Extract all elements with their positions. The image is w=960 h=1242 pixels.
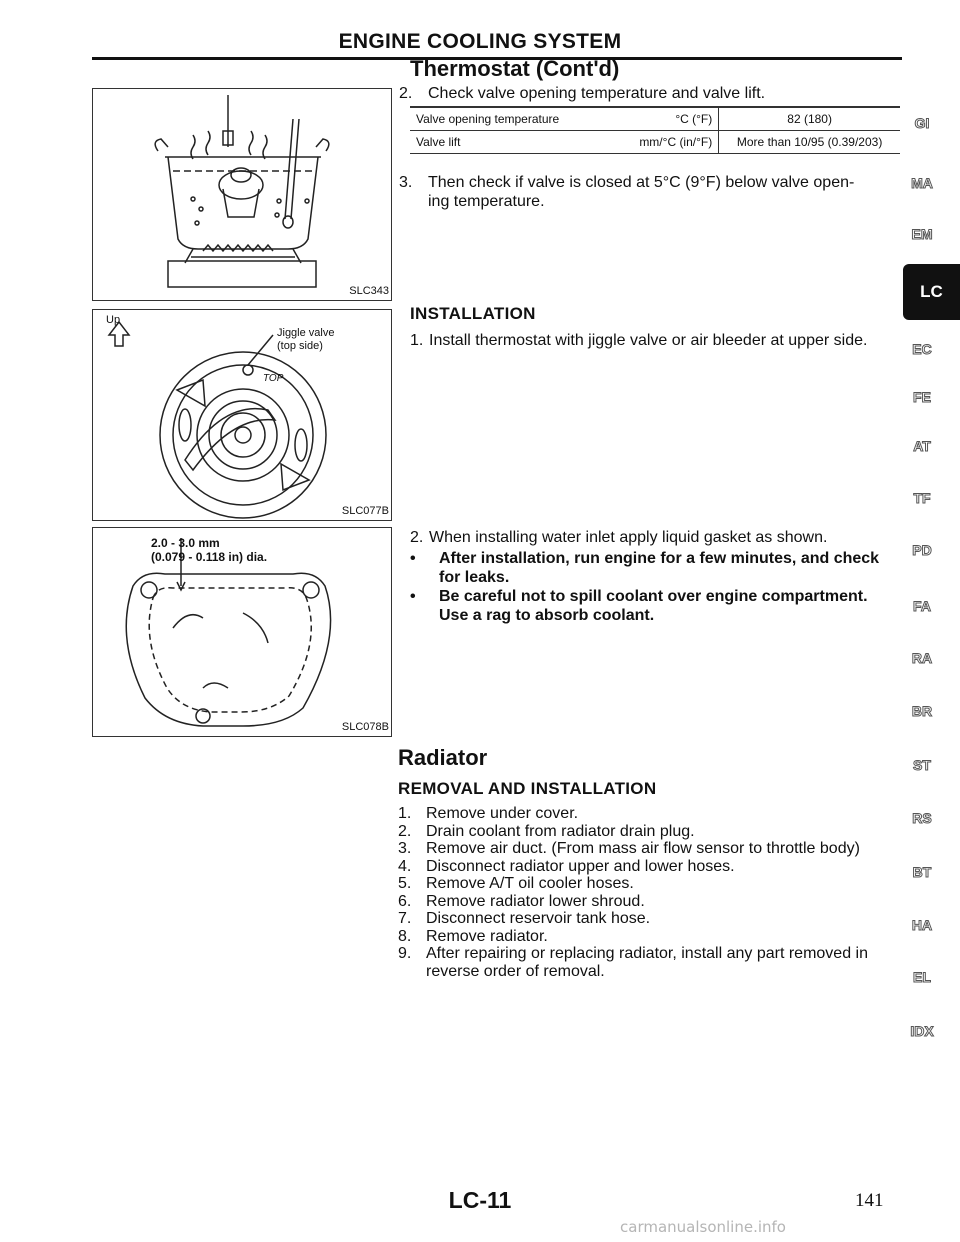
list-item	[398, 857, 903, 875]
side-tab-gi[interactable]: GI	[914, 115, 930, 131]
page-title: ENGINE COOLING SYSTEM	[338, 30, 622, 53]
step-text: Check valve opening temperature and valve lift.	[428, 85, 766, 102]
side-tab-ha[interactable]: HA	[911, 917, 933, 933]
up-label: Up	[106, 314, 121, 326]
spec-value: 82 (180)	[719, 108, 900, 131]
list-item	[398, 962, 903, 980]
figure-thermostat-water-test	[92, 88, 392, 301]
step-number: 2.	[410, 529, 424, 546]
table-row	[410, 131, 900, 154]
side-tab-tf[interactable]: TF	[913, 490, 931, 506]
step-text: reverse order of removal.	[426, 962, 605, 980]
list-item	[398, 909, 903, 927]
list-item	[398, 839, 903, 857]
spec-unit: mm/°C (in/°F)	[596, 131, 719, 154]
spec-table-wrapper	[410, 106, 900, 154]
step-text: Remove radiator lower shroud.	[426, 892, 645, 910]
radiator-heading: Radiator	[398, 745, 488, 770]
step-text: Remove air duct. (From mass air flow sensor to throttle body)	[426, 840, 860, 857]
side-tab-ec[interactable]: EC	[912, 341, 932, 357]
side-tab-fe[interactable]: FE	[913, 389, 931, 405]
step-number: 4.	[398, 857, 412, 875]
beaker-illustration	[93, 89, 391, 300]
list-item	[398, 927, 903, 945]
side-tab-st[interactable]: ST	[913, 757, 931, 773]
step-text: Install thermostat with jiggle valve or air bleeder at upper side.	[429, 332, 868, 349]
side-tab-fa[interactable]: FA	[913, 598, 931, 614]
bullet-text-line: Use a rag to absorb coolant.	[439, 607, 655, 624]
jiggle-valve-sublabel: (top side)	[277, 340, 323, 352]
step-number: 1.	[410, 332, 424, 349]
step-text: Disconnect reservoir tank hose.	[426, 910, 651, 927]
step-text: Remove under cover.	[426, 805, 579, 822]
side-tab-ma[interactable]: MA	[911, 175, 933, 191]
side-tab-bt[interactable]: BT	[912, 864, 932, 880]
page-number: 141	[855, 1190, 884, 1211]
side-tab-rs[interactable]: RS	[912, 810, 932, 826]
step-number: 8.	[398, 927, 412, 945]
installation-bullet-1	[410, 549, 900, 587]
step-number: 2.	[399, 85, 413, 102]
side-tab-br[interactable]: BR	[911, 703, 933, 719]
step-number: 9.	[398, 945, 412, 962]
side-tab-em[interactable]: EM	[911, 226, 933, 242]
bullet-text-line: Be careful not to spill coolant over engine compartment.	[439, 588, 868, 605]
installation-bullet-2	[410, 587, 900, 625]
step-text-line: Then check if valve is closed at 5°C (9°F) below valve open-	[428, 174, 855, 191]
side-tab-at[interactable]: AT	[913, 438, 931, 454]
spec-table	[410, 108, 900, 154]
step-number: 3.	[399, 174, 413, 191]
step-number: 6.	[398, 892, 412, 910]
spec-label: Valve opening temperature	[410, 108, 596, 131]
step-number: 2.	[398, 822, 412, 840]
bullet-mark: •	[410, 550, 416, 567]
figure-thermostat-install	[92, 309, 392, 521]
bullet-text-line: After installation, run engine for a few minutes, and check	[439, 550, 880, 567]
top-mark-label: TOP	[263, 373, 284, 384]
bullet-mark: •	[410, 588, 416, 605]
thermostat-illustration	[93, 310, 391, 520]
step-text: When installing water inlet apply liquid gasket as shown.	[429, 529, 828, 546]
spec-label: Valve lift	[410, 131, 596, 154]
step-number: 3.	[398, 840, 412, 857]
side-tab-el[interactable]: EL	[913, 969, 931, 985]
spec-unit: °C (°F)	[596, 108, 719, 131]
spec-value: More than 10/95 (0.39/203)	[719, 131, 900, 154]
table-row	[410, 108, 900, 131]
figure-id: SLC078B	[341, 721, 389, 733]
dimension-label: 2.0 - 3.0 mm	[151, 536, 220, 550]
bullet-text-line: for leaks.	[439, 569, 510, 586]
installation-heading: INSTALLATION	[410, 304, 536, 323]
figure-id: SLC077B	[341, 505, 389, 517]
thermostat-step-3	[399, 173, 899, 213]
page-code: LC-11	[448, 1187, 512, 1213]
figure-id: SLC343	[349, 285, 389, 297]
step-text: Remove A/T oil cooler hoses.	[426, 875, 634, 892]
side-tab-idx[interactable]: IDX	[910, 1023, 934, 1039]
radiator-steps	[398, 804, 903, 979]
dimension-sublabel: (0.079 - 0.118 in) dia.	[151, 550, 268, 564]
step-text-line: ing temperature.	[428, 193, 545, 210]
list-item	[398, 804, 903, 822]
list-item	[398, 944, 903, 962]
section-subtitle: Thermostat (Cont'd)	[410, 56, 620, 81]
watermark: carmanualsonline.info	[620, 1218, 786, 1236]
figure-water-inlet-gasket	[92, 527, 392, 737]
radiator-subheading: REMOVAL AND INSTALLATION	[398, 779, 657, 798]
list-item	[398, 874, 903, 892]
step-number: 1.	[398, 805, 412, 822]
jiggle-valve-label: Jiggle valve	[277, 327, 335, 339]
step-text: Remove radiator.	[426, 927, 548, 945]
step-text: Disconnect radiator upper and lower hoses.	[426, 857, 735, 875]
side-tab-pd[interactable]: PD	[912, 542, 932, 558]
step-number: 5.	[398, 875, 412, 892]
step-number: 7.	[398, 910, 412, 927]
list-item	[398, 822, 903, 840]
list-item	[398, 892, 903, 910]
side-tab-ra[interactable]: RA	[911, 650, 933, 666]
side-tab-lc[interactable]: LC	[903, 264, 960, 320]
step-text: Drain coolant from radiator drain plug.	[426, 822, 695, 840]
step-text: After repairing or replacing radiator, install any part removed in	[426, 945, 868, 962]
